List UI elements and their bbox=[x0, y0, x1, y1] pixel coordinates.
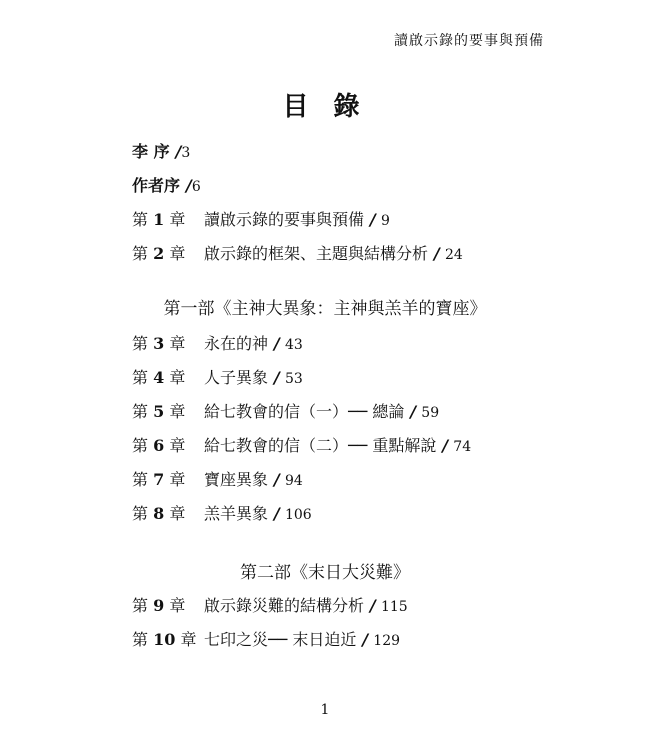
chapter-label: 第 6 章 bbox=[132, 436, 186, 455]
chapter-page: 24 bbox=[444, 247, 463, 263]
chapter-label: 第 10 章 bbox=[132, 630, 197, 649]
toc-entry-chapter-3[interactable] bbox=[132, 334, 303, 355]
chapter-page: 115 bbox=[380, 599, 408, 615]
toc-entry-chapter-5[interactable] bbox=[132, 402, 439, 423]
toc-entry-preface-li[interactable] bbox=[132, 142, 190, 163]
slash: / bbox=[410, 402, 417, 421]
slash: / bbox=[434, 244, 440, 263]
chapter-title: 人子異象 bbox=[204, 368, 269, 387]
chapter-page: 59 bbox=[421, 405, 440, 421]
slash: / bbox=[442, 436, 449, 455]
chapter-label: 第 3 章 bbox=[132, 334, 186, 353]
chapter-label: 第 1 章 bbox=[132, 210, 186, 229]
toc-entry-chapter-4[interactable] bbox=[132, 368, 303, 389]
chapter-label: 第 8 章 bbox=[132, 504, 186, 523]
chapter-title: 啟示錄的框架、主題與結構分析 bbox=[204, 244, 429, 263]
slash: / bbox=[370, 596, 376, 615]
chapter-title: 永在的神 bbox=[204, 334, 269, 353]
chapter-title: 讀啟示錄的要事與預備 bbox=[204, 210, 365, 229]
part-heading-2: 第二部《末日大災難》 bbox=[240, 563, 410, 583]
chapter-label: 第 7 章 bbox=[132, 470, 186, 489]
entry-page: 3 bbox=[181, 145, 191, 161]
toc-entry-chapter-6[interactable] bbox=[132, 436, 471, 457]
toc-entry-preface-author[interactable] bbox=[132, 176, 201, 197]
chapter-title: 寶座異象 bbox=[204, 470, 269, 489]
chapter-title: 羔羊異象 bbox=[204, 504, 269, 523]
toc-title: 目 錄 bbox=[282, 92, 368, 122]
toc-entry-chapter-2[interactable] bbox=[132, 244, 463, 265]
slash: / bbox=[274, 504, 280, 523]
running-head: 讀啟示錄的要事與預備 bbox=[394, 33, 544, 49]
entry-page: 6 bbox=[191, 179, 201, 195]
chapter-title: 七印之災── 末日迫近 bbox=[204, 630, 357, 649]
chapter-label: 第 9 章 bbox=[132, 596, 186, 615]
chapter-label: 第 5 章 bbox=[132, 402, 186, 421]
slash: / bbox=[370, 210, 376, 229]
chapter-page: 94 bbox=[284, 473, 303, 489]
chapter-title: 給七教會的信（一）── 總論 bbox=[204, 402, 405, 421]
chapter-page: 53 bbox=[284, 371, 303, 387]
chapter-label: 第 2 章 bbox=[132, 244, 186, 263]
entry-label: 李 序 bbox=[132, 142, 170, 161]
chapter-page: 74 bbox=[453, 439, 472, 455]
chapter-label: 第 4 章 bbox=[132, 368, 186, 387]
toc-entry-chapter-7[interactable] bbox=[132, 470, 303, 491]
slash: / bbox=[274, 470, 280, 489]
slash: / bbox=[274, 334, 280, 353]
slash: / bbox=[175, 142, 182, 161]
chapter-page: 129 bbox=[373, 633, 401, 649]
toc-entry-chapter-1[interactable] bbox=[132, 210, 390, 231]
entry-label: 作者序 bbox=[132, 176, 181, 195]
chapter-title: 啟示錄災難的結構分析 bbox=[204, 596, 365, 615]
chapter-title: 給七教會的信（二）── 重點解說 bbox=[204, 436, 437, 455]
chapter-page: 43 bbox=[284, 337, 303, 353]
chapter-page: 9 bbox=[380, 213, 390, 229]
chapter-page: 106 bbox=[284, 507, 312, 523]
toc-entry-chapter-9[interactable] bbox=[132, 596, 408, 617]
toc-entry-chapter-8[interactable] bbox=[132, 504, 312, 525]
slash: / bbox=[362, 630, 369, 649]
toc-entry-chapter-10[interactable] bbox=[132, 630, 400, 651]
page-number: 1 bbox=[320, 702, 330, 718]
part-heading-1: 第一部《主神大異象：主神與羔羊的寶座》 bbox=[163, 299, 487, 319]
slash: / bbox=[186, 176, 192, 195]
slash: / bbox=[274, 368, 280, 387]
